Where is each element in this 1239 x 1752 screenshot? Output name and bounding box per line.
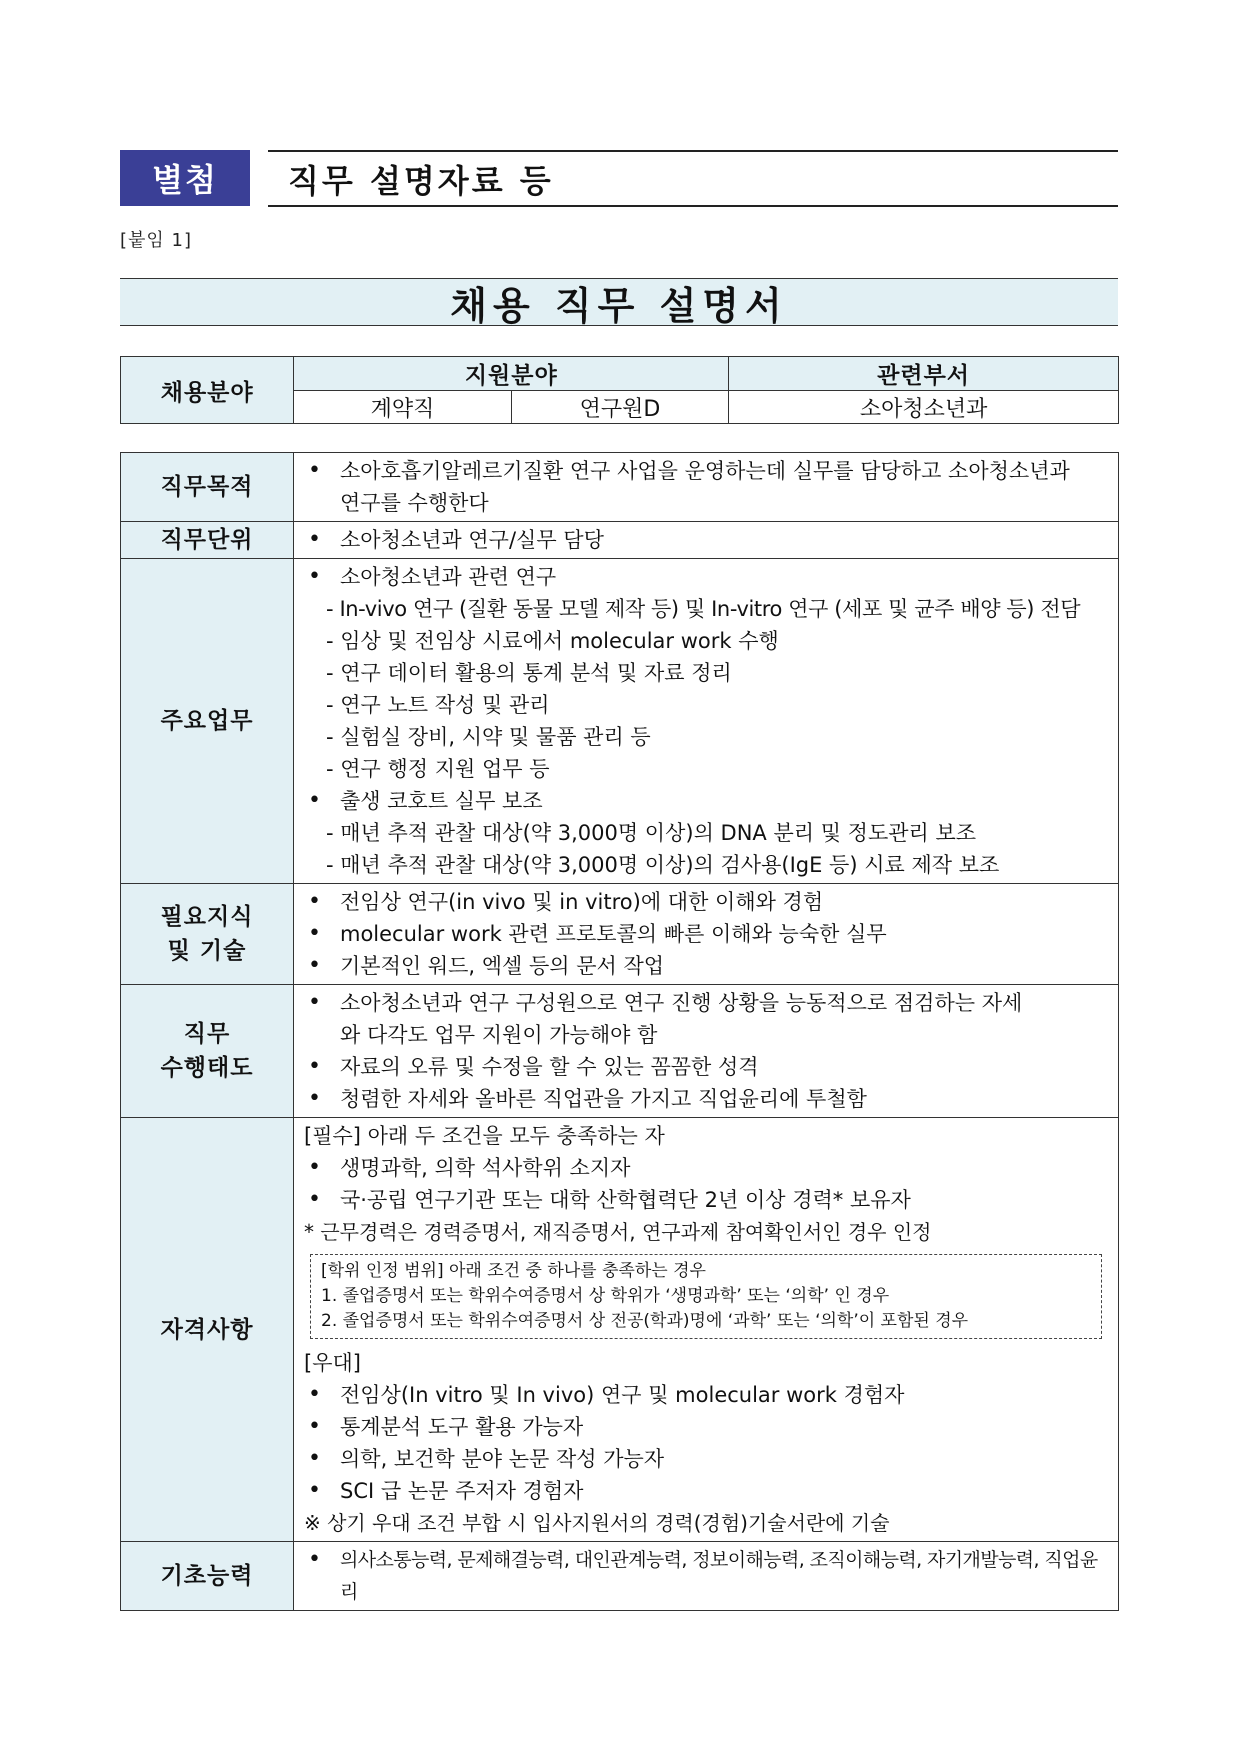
duties-content [294,559,1119,884]
duties-row [121,559,1119,884]
document-title: 채용 직무 설명서 [120,278,1118,326]
list-item: • 전임상(In vitro 및 In vivo) 연구 및 molecular work 경험자 [304,1379,1110,1411]
list-item: • 통계분석 도구 활용 가능자 [304,1411,1110,1443]
header-title: 직무 설명자료 등 [288,162,554,200]
preferred-heading: [우대] [304,1351,361,1375]
sub-item: - 임상 및 전임상 시료에서 molecular work 수행 [326,629,779,653]
list-item: • 소아청소년과 연구/실무 담당 [304,524,1110,556]
skills-label: 필요지식 및 기술 [121,884,294,985]
sub-item: - 연구 데이터 활용의 통계 분석 및 자료 정리 [326,661,732,685]
sub-item: - 연구 행정 지원 업무 등 [326,757,550,781]
list-item: • 생명과학, 의학 석사학위 소지자 [304,1152,1110,1184]
recruitment-summary-table [120,356,1119,424]
header-divider-top [268,150,1118,152]
employment-type-cell: 계약직 [294,391,511,424]
attitude-content [294,985,1119,1118]
job-description-table [120,452,1119,1611]
list-item: • 출생 코호트 실무 보조 [304,785,1110,817]
sub-item: - 매년 추적 관찰 대상(약 3,000명 이상)의 검사용(IgE 등) 시료 제작 보조 [326,853,1000,877]
experience-note: * 근무경력은 경력증명서, 재직증명서, 연구과제 참여확인서인 경우 인정 [304,1220,932,1244]
support-field-header: 지원분야 [294,357,729,391]
sub-item: - In-vivo 연구 (질환 동물 모델 제작 등) 및 In-vitro 연구 (세포 및 균주 배양 등) 전담 [326,597,1081,621]
list-item: • 자료의 오류 및 수정을 할 수 있는 꼼꼼한 성격 [304,1051,1110,1083]
qualifications-row [121,1118,1119,1542]
duties-label: 주요업무 [121,559,294,884]
unit-content [294,522,1119,559]
list-item: • 전임상 연구(in vivo 및 in vitro)에 대한 이해와 경험 [304,886,1110,918]
purpose-content [294,453,1119,522]
list-item: • molecular work 관련 프로토콜의 빠른 이해와 능숙한 실무 [304,918,1110,950]
list-item: • 기본적인 워드, 엑셀 등의 문서 작업 [304,950,1110,982]
recruitment-field-label: 채용분야 [121,357,294,424]
list-item: • 국·공립 연구기관 또는 대학 산학협력단 2년 이상 경력* 보유자 [304,1184,1110,1216]
department-cell: 소아청소년과 [729,391,1119,424]
attachment-badge: 별첨 [120,150,250,206]
basic-ability-label: 기초능력 [121,1542,294,1611]
degree-scope-box: [학위 인정 범위] 아래 조건 중 하나를 충족하는 경우 1. 졸업증명서 또는 학위수여증명서 상 학위가 ‘생명과학’ 또는 ‘의학’ 인 경우 2. 졸업증명서 또는 학위수여증명서 상 전공(학과)명에 ‘과학’ 또는 ‘의학’이 포함된 경우 [310,1254,1102,1339]
page-header [120,150,1118,208]
attitude-label: 직무 수행태도 [121,985,294,1118]
qualifications-content [294,1118,1119,1542]
list-item: • SCI 급 논문 주저자 경험자 [304,1475,1110,1507]
header-divider-bottom [268,205,1118,207]
attachment-label: [붙임 1] [120,230,192,251]
qualifications-label: 자격사항 [121,1118,294,1542]
purpose-label: 직무목적 [121,453,294,522]
department-header: 관련부서 [729,357,1119,391]
basic-ability-row [121,1542,1119,1611]
attitude-row [121,985,1119,1118]
position-cell: 연구원D [511,391,728,424]
list-item: • 청렴한 자세와 올바른 직업관을 가지고 직업윤리에 투철함 [304,1083,1110,1115]
skills-content [294,884,1119,985]
sub-item: - 연구 노트 작성 및 관리 [326,693,550,717]
list-item: • 소아청소년과 관련 연구 [304,561,1110,593]
list-item: • 의학, 보건학 분야 논문 작성 가능자 [304,1443,1110,1475]
unit-label: 직무단위 [121,522,294,559]
basic-ability-content [294,1542,1119,1611]
required-heading: [필수] 아래 두 조건을 모두 충족하는 자 [304,1124,665,1148]
purpose-row [121,453,1119,522]
list-item: • 소아호흡기알레르기질환 연구 사업을 운영하는데 실무를 담당하고 소아청소년과 연구를 수행한다 [304,455,1110,519]
sub-item: - 실험실 장비, 시약 및 물품 관리 등 [326,725,651,749]
unit-row [121,522,1119,559]
preferred-note: ※ 상기 우대 조건 부합 시 입사지원서의 경력(경험)기술서란에 기술 [304,1511,890,1535]
list-item: • 소아청소년과 연구 구성원으로 연구 진행 상황을 능동적으로 점검하는 자세 와 다각도 업무 지원이 가능해야 함 [304,987,1110,1051]
skills-row [121,884,1119,985]
sub-item: - 매년 추적 관찰 대상(약 3,000명 이상)의 DNA 분리 및 정도관리 보조 [326,821,977,845]
list-item: • 의사소통능력, 문제해결능력, 대인관계능력, 정보이해능력, 조직이해능력, 자기개발능력, 직업윤리 [304,1544,1110,1608]
